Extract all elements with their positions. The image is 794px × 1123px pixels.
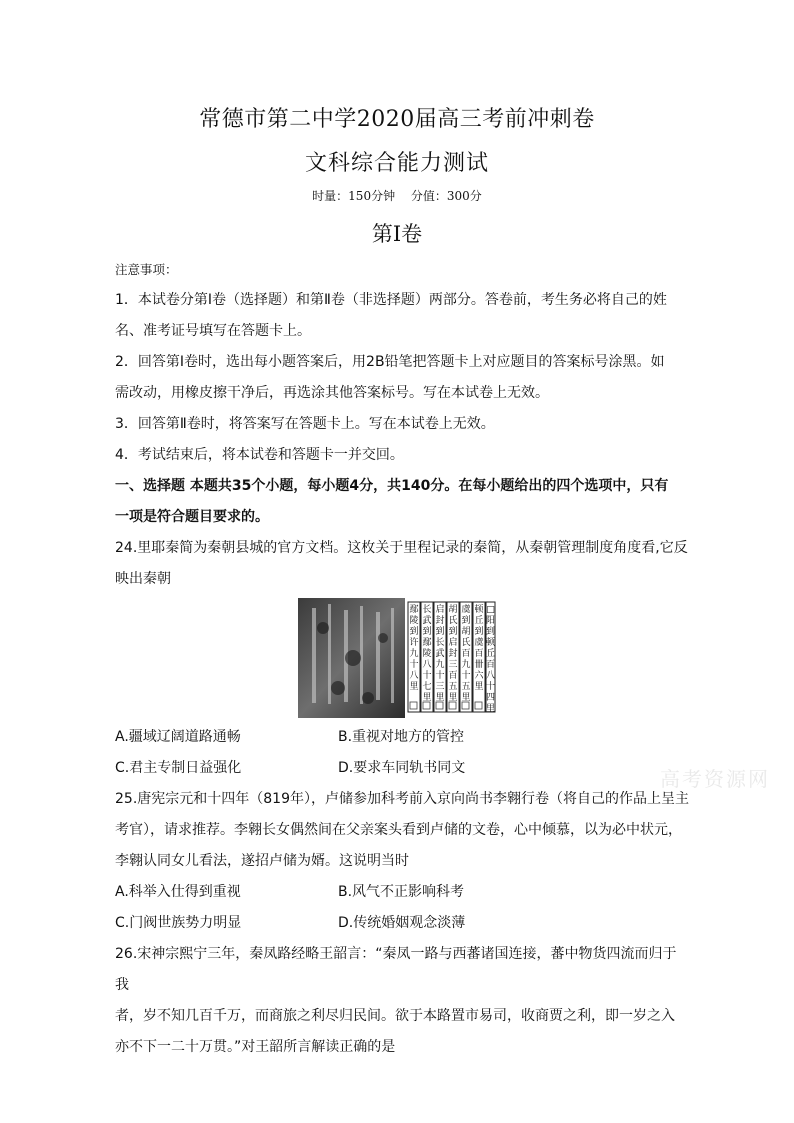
slip-char: 封 xyxy=(435,616,445,626)
slip-char: 里 xyxy=(461,693,471,703)
slip-char: 氏 xyxy=(461,638,471,648)
slip-char: 虞 xyxy=(461,605,471,615)
slip-char: 到 xyxy=(485,627,496,637)
slip-char: 百 xyxy=(474,649,484,659)
qin-slip-figure xyxy=(298,598,496,718)
question-25-line: 李翱认同女儿看法，遂招卢储为婿。这说明当时 xyxy=(115,853,409,869)
note-line: 名、准考证号填写在答题卡上。 xyxy=(115,323,311,339)
slip-char: 许 xyxy=(409,638,419,648)
watermark: 高考资源网 xyxy=(660,767,770,791)
exam-time: 时量：150分钟 xyxy=(312,189,396,203)
slip-char: 里 xyxy=(422,693,432,703)
slip-char: 四 xyxy=(485,693,496,703)
question-26-line: 26.宋神宗熙宁三年，秦凤路经略王韶言：“秦凤一路与西蕃诸国连接，蕃中物货四流而归于我 xyxy=(115,946,677,993)
slip-column-text xyxy=(474,603,484,692)
exam-meta xyxy=(0,187,794,204)
option-b[interactable]: B.重视对地方的管控 xyxy=(338,729,465,745)
slip-char: 到 xyxy=(422,627,432,637)
note-line: 3．回答第Ⅱ卷时，将答案写在答题卡上。写在本试卷上无效。 xyxy=(115,416,495,432)
slip-char: 到 xyxy=(409,627,419,637)
section-heading-line: 一、选择题 本题共35个小题，每小题4分，共140分。在每小题给出的四个选项中，只有 xyxy=(115,478,669,494)
slip-char: 胡 xyxy=(448,605,458,615)
option-a[interactable]: A.疆域辽阔道路通畅 xyxy=(115,729,241,745)
note-line: 1．本试卷分第Ⅰ卷（选择题）和第Ⅱ卷（非选择题）两部分。答卷前，考生务必将自己的姓 xyxy=(115,292,667,308)
question-24-line: 映出秦朝 xyxy=(115,571,171,587)
question-25-options-row xyxy=(115,877,690,908)
option-d[interactable]: D.要求车同轨书同文 xyxy=(338,760,466,776)
slip-char: 顿 xyxy=(474,605,484,615)
slip-char: 百 xyxy=(485,660,496,670)
slip-char: 到 xyxy=(461,616,471,626)
slip-char: 启 xyxy=(448,638,458,648)
qin-slip-image xyxy=(298,598,496,718)
slip-char: 五 xyxy=(461,682,471,692)
slip-char: 十 xyxy=(461,671,471,681)
slip-char: 卌 xyxy=(474,660,484,670)
slip-char: 十 xyxy=(435,671,445,681)
slip-char: 阳 xyxy=(485,616,496,626)
slip-column-text xyxy=(422,604,431,703)
slip-char: 里 xyxy=(435,693,445,703)
slip-char: 长 xyxy=(422,605,432,615)
slip-char: 八 xyxy=(409,671,419,681)
slip-char: 五 xyxy=(448,682,458,692)
note-line: 4．考试结束后，将本试卷和答题卡一并交回。 xyxy=(115,447,404,463)
slip-char: 氏 xyxy=(448,616,458,626)
slip-char: 十 xyxy=(485,682,496,692)
slip-char: 七 xyxy=(422,682,432,692)
slip-char: 虞 xyxy=(474,638,484,648)
slip-char: 胡 xyxy=(461,627,471,637)
question-25-line: 考官），请求推荐。李翱长女偶然间在父亲案头看到卢储的文卷，心中倾慕，以为必中状元， xyxy=(115,822,682,838)
slip-char: 丘 xyxy=(485,649,496,659)
slip-column-text xyxy=(461,603,470,703)
slip-char: 长 xyxy=(435,638,445,648)
slip-char: 启 xyxy=(435,605,445,615)
notes-block xyxy=(115,254,690,595)
option-b[interactable]: B.风气不正影响科考 xyxy=(338,884,465,900)
slip-char: 到 xyxy=(448,627,458,637)
question-26-line: 亦不下一二十万贯。”对王韶所言解读正确的是 xyxy=(115,1039,396,1055)
note-line: 2．回答第Ⅰ卷时，选出每小题答案后，用2B铅笔把答题卡上对应题目的答案标号涂黑。如 xyxy=(115,354,665,370)
option-c[interactable]: C.君主专制日益强化 xyxy=(115,760,242,776)
slip-char: 陵 xyxy=(422,649,432,659)
slip-char: 八 xyxy=(485,671,496,681)
questions-block xyxy=(115,722,690,1063)
question-25-options-row xyxy=(115,908,690,939)
option-d[interactable]: D.传统婚姻观念淡薄 xyxy=(338,915,466,931)
exam-score: 分值：300分 xyxy=(410,189,482,203)
slip-char: 三 xyxy=(435,682,445,692)
slip-column-text xyxy=(435,603,444,703)
slip-char: 丘 xyxy=(474,616,484,626)
slip-column-text xyxy=(486,605,496,714)
slip-char: 八 xyxy=(422,660,432,670)
note-line: 需改动，用橡皮擦干净后，再选涂其他答案标号。写在本试卷上无效。 xyxy=(115,385,549,401)
option-c[interactable]: C.门阀世族势力明显 xyxy=(115,915,242,931)
slip-char: 里 xyxy=(409,682,419,692)
slip-char: 六 xyxy=(474,671,484,681)
notes-heading: 注意事项： xyxy=(115,262,178,277)
slip-char: 九 xyxy=(409,649,419,659)
slip-char: 里 xyxy=(474,682,484,692)
slip-char: 十 xyxy=(422,671,432,681)
slip-column-text xyxy=(448,603,457,703)
slip-char: 武 xyxy=(422,616,432,626)
slip-char: 鄢 xyxy=(422,638,432,648)
question-26-line: 者，岁不知几百千万，而商旅之利尽归民间。欲于本路置市易司，收商贾之利，即一岁之入 xyxy=(115,1008,675,1024)
question-24-line: 24.里耶秦简为秦朝县城的官方文档。这枚关于里程记录的秦简，从秦朝管理制度角度看,它反 xyxy=(115,540,688,556)
slip-char: 武 xyxy=(435,649,445,659)
slip-char: 鄢 xyxy=(409,605,419,615)
slip-char: 三 xyxy=(448,660,458,670)
volume-heading: 第Ⅰ卷 xyxy=(371,222,423,246)
slip-char: 封 xyxy=(448,649,458,659)
slip-char: 里 xyxy=(448,693,458,703)
slip-char: □ xyxy=(486,605,495,615)
exam-title: 常德市第二中学2020届高三考前冲刺卷 xyxy=(199,107,595,132)
question-24-options-row xyxy=(115,753,690,784)
slip-char: 陵 xyxy=(409,616,419,626)
slip-char: 十 xyxy=(409,660,419,670)
exam-subtitle: 文科综合能力测试 xyxy=(304,151,489,176)
question-24-options-row xyxy=(115,722,690,753)
slip-char: 到 xyxy=(435,627,445,637)
option-a[interactable]: A.科举入仕得到重视 xyxy=(115,884,241,900)
section-heading-line: 一项是符合题目要求的。 xyxy=(115,509,269,525)
slip-char: 九 xyxy=(435,660,445,670)
slip-char: 百 xyxy=(461,649,471,659)
slip-char: 到 xyxy=(474,627,484,637)
slip-char: 百 xyxy=(448,671,458,681)
slip-char: 里 xyxy=(485,704,496,714)
question-25-line: 25.唐宪宗元和十四年（819年），卢储参加科考前入京向尚书李翱行卷（将自己的作品上呈主 xyxy=(115,791,689,807)
slip-char: 九 xyxy=(461,660,471,670)
slip-char: 顿 xyxy=(485,638,496,648)
